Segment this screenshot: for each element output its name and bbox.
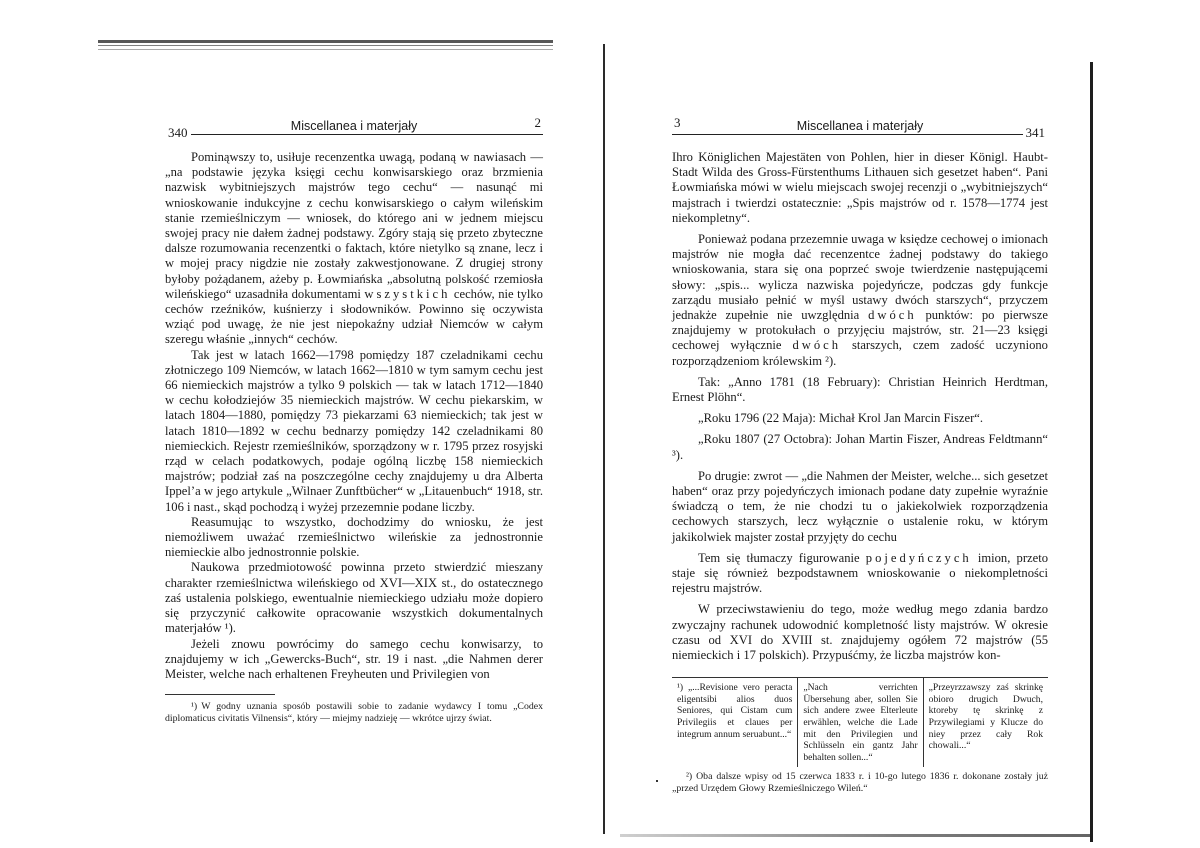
paragraph: Jeżeli znowu powrócimy do samego cechu konwisarzy, to znajdujemy w ich „Gewercks-Buch“, str. 19 i nast. „die Nahmen derer Meister, welche nach erhaltenen Freyheuten und Privilegien von: [165, 636, 543, 681]
page-edge-bottom: [620, 834, 1090, 837]
right-page: [672, 112, 1048, 795]
paragraph: Ponieważ podana przezemnie uwaga w księdze cechowej o imionach majstrów nie mogła dać recenzentce żadnej podstawy do takiego wnioskowania, stara się ona poprzeć swoje twierdzenie następującemi słowy: „spis... wylicza nazwiska pojedyńcze, podczas gdy funkcje zarządu musiało pełnić w myśl ustawy dwóch starszych“, przyczem jednakże zupełnie nie uwzględnia dwóch punktów: po pierwsze znajdujemy w protokułach o przyjęciu majstrów, str. 21—23 księgi cechowej wyłącznie dwóch starszych, czem zadość uczyniono rozporządzeniom królewskim ²).: [672, 232, 1048, 368]
signature-mark: 2: [534, 115, 541, 130]
page-number: 341: [1023, 125, 1049, 140]
paragraph: Tak: „Anno 1781 (18 February): Christian Heinrich Herdtman, Ernest Plöhn“.: [672, 374, 1048, 405]
footnote-column-german: „Nach verrichten Übersehung aber, sollen Sie sich andere zwee Elterleute erwählen, welche die Lade mit den Privilegien und Schlüsseln ein gantz Jahr behalten sollen...“: [797, 678, 922, 767]
paragraph: W przeciwstawieniu do tego, może według mego zdania bardzo zwyczajny rachunek udowodnić kompletność listy majstrów. W okresie czasu od XVI do XVIII st. znajdujemy ogółem 72 majstrów (55 niemieckich i 17 polskich). Przypuśćmy, że liczba majstrów kon-: [672, 602, 1048, 663]
scan-edge-top: [98, 40, 553, 54]
paragraph: Pominąwszy to, usiłuje recenzentka uwagą, podaną w nawiasach — „na podstawie języka księgi cechu konwisarskiego oraz brzmienia nazwisk wybitniejszych majstrów tego cechu“ — nasunąć mi wnioskowanie indukcyjne z cechu konwisarskiego o całym wileńskim stanie rzemieślniczym — wniosek, do którego ani w jednem miejscu swojej pracy nie dałem żadnej podstawy. Zgóry stają się przeto zbyteczne dalsze rozumowania recenzentki o faktach, które nietylko są znane, lecz i w mojej pracy nigdzie nie zostały zakwestjonowane. Z drugiej strony byłoby pożądanem, ażeby p. Łowmiańska „absolutną polskość rzemiosła wileńskiego“ uzasadniła dokumentami wszystkich cechów, nie tylko cechów rzeźników, kuśnierzy i słodowników. Powinno się oczywista wziąć pod uwagę, że nie jest niepokaźny udział Niemców w całym szeregu właśnie „innych“ cechów.: [165, 150, 543, 347]
running-title: Miscellanea i materjały: [165, 119, 543, 134]
book-spine: [603, 44, 605, 834]
paragraph: „Roku 1796 (22 Maja): Michał Krol Jan Marcin Fiszer“.: [698, 411, 984, 426]
signature-mark: 3: [674, 115, 681, 130]
footnote-parallel-columns: [672, 677, 1048, 767]
footnote-column-latin: ¹) „...Revisione vero peracta eligentsibi alios duos Seniores, qui Cistam cum Privilegiis et claues per integrum annum seruabunt...“: [677, 682, 793, 740]
page-edge-right: [1090, 62, 1093, 842]
running-title: Miscellanea i materjały: [672, 119, 1048, 134]
footnote-column-polish: „Przeyrzzawszy zaś skrinkę obioro drugich Dwuch, ktoreby tę skrinkę z Przywilegiami y Klucze do niey przez cały Rok chowali...“: [923, 678, 1048, 767]
page-number: 340: [165, 125, 191, 140]
footnote: ²) Oba dalsze wpisy od 15 czerwca 1833 r. i 10-go lutego 1836 r. dokonane zostały już „przed Urzędem Głowy Rzemieślniczego Wileń.“: [672, 771, 1048, 795]
left-page: [165, 112, 543, 725]
footnote-rule: [165, 694, 275, 695]
paragraph: Tem się tłumaczy figurowanie pojedyńczych imion, przeto staje się również bezpodstawnem wnioskowanie o niekompletności rejestru majstrów.: [672, 550, 1048, 596]
paragraph: Reasumując to wszystko, dochodzimy do wniosku, że jest niemożliwem uważać rzemieślnictwo wileńskie za jednostronnie niemieckie albo jednostronnie polskie.: [165, 514, 543, 560]
paragraph: Po drugie: zwrot — „die Nahmen der Meister, welche... sich gesetzet haben“ oraz przy pojedyńczych imionach podane daty zupełnie wyraźnie świadczą o tem, że nie chodzi tu o jakiekolwiek rozporządzenia cechowych starszych, lecz wyłącznie o ustalenie roku, w którym jakikolwiek majster został przyjęty do cechu: [672, 468, 1048, 544]
paragraph: Naukowa przedmiotowość powinna przeto stwierdzić mieszany charakter rzemieślnictwa wileńskiego od XVI—XIX st., do ostatecznego zaś ustalenia polskiego, ewentualnie niemieckiego udziału może dopiero się przyczynić całkowite opracowanie wszystkich dokumentalnych materjałów ¹).: [165, 560, 543, 636]
left-page-header: [165, 112, 543, 140]
paragraph: „Roku 1807 (27 Octobra): Johan Martin Fiszer, Andreas Feldtmann“ ³).: [672, 432, 1048, 462]
paragraph: Tak jest w latach 1662—1798 pomiędzy 187 czeladnikami cechu złotniczego 109 Niemców, w latach 1662—1810 w tym samym cechu jest 66 niemieckich majstrów a tylko 9 polskich — tak w latach 1712—1840 w cechu kołodziejów 35 niemieckich majstrów. W cechu piekarskim, w latach 1804—1880, pomiędzy 73 piekarzami 63 niemieckich; tak jest w latach 1810—1892 w cechu bednarzy pomiędzy 142 czeladnikami 80 niemieckich. Rejestr rzemieślników, sporządzony w r. 1795 przez rosyjski rząd w celach podatkowych, podaje ogólną liczbę 158 niemieckich majstrów; podział zaś na poszczególne cechy znajdujemy u dra Alberta Ippel’a w jego artykule „Wilnaer Zunftbücher“ w „Litauenbuch“ 1918, str. 106 i nast., skąd pochodzą i wyżej przezemnie podane liczby.: [165, 347, 543, 514]
right-page-header: [672, 112, 1048, 140]
paragraph: Ihro Königlichen Majestäten von Pohlen, hier in dieser Königl. Haubt-Stadt Wilda des Gross-Fürstenthums Lithauen sich gesetzet haben“. Pani Łowmiańska mówi w wielu miejscach swojej recenzji o „wybitniejszych“ majstrach i twierdzi ostatecznie: „Spis majstrów od r. 1578—1774 jest niekompletny“.: [672, 150, 1048, 225]
scan-speck: [656, 780, 658, 782]
footnote: ¹) W godny uznania sposób postawili sobie to zadanie wydawcy I tomu „Codex diplomaticus civitatis Vilnensis“, który — miejmy nadzieję — wkrótce ujrzy świat.: [165, 701, 543, 725]
